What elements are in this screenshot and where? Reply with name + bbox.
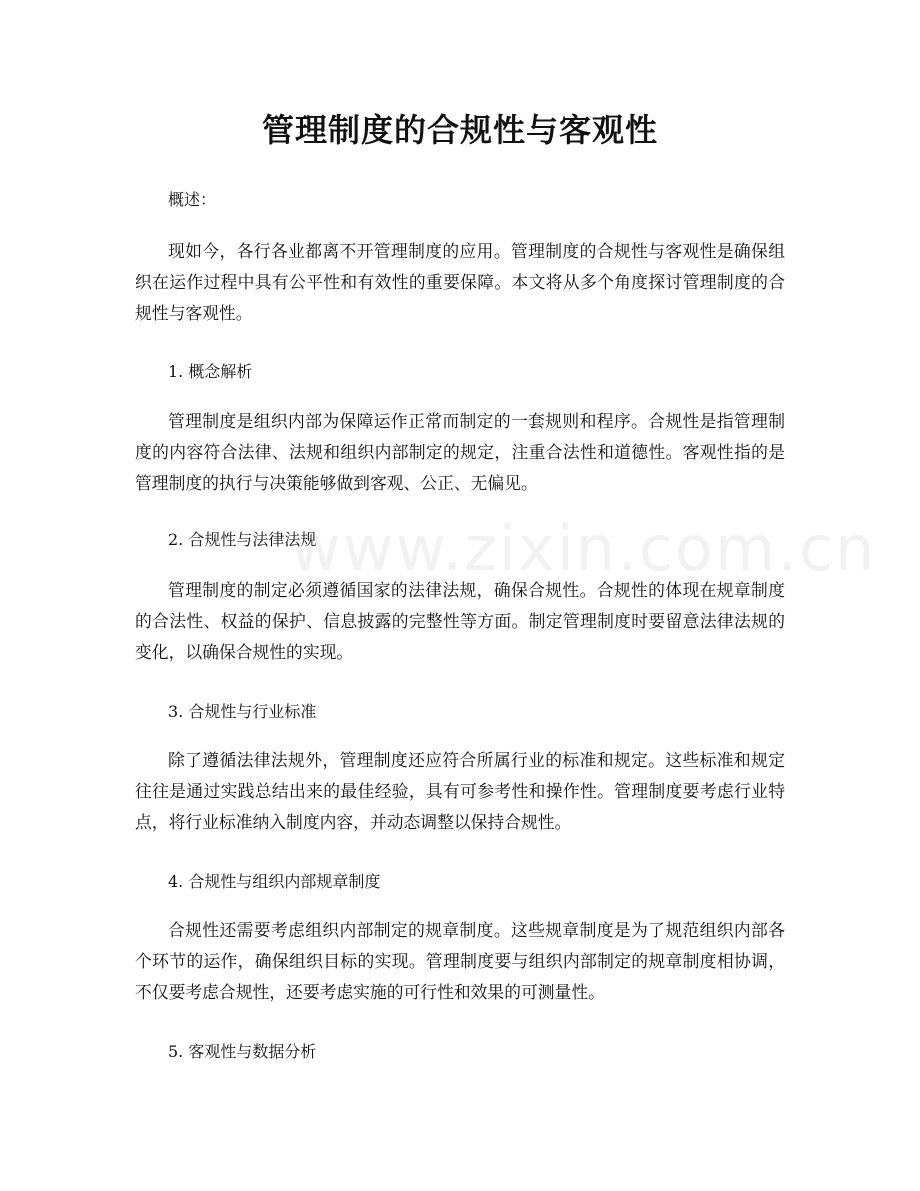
- page-title: 管理制度的合规性与客观性: [261, 111, 658, 149]
- section-heading-2: 2. 合规性与法律法规: [168, 530, 317, 549]
- section-heading-5: 5. 客观性与数据分析: [168, 1042, 317, 1061]
- intro-label: 概述：: [168, 190, 217, 209]
- watermark: www.zixin.com.cn: [290, 512, 877, 585]
- section-paragraph-3: 除了遵循法律法规外，管理制度还应符合所属行业的标准和规定。这些标准和规定往往是通过实践总结出来的最佳经验，具有可参考性和操作性。管理制度要考虑行业特点，将行业标准纳入制度内容，并动态调整以保持合规性。: [135, 750, 785, 832]
- section-paragraph-4: 合规性还需要考虑组织内部制定的规章制度。这些规章制度是为了规范组织内部各个环节的运作，确保组织目标的实现。管理制度要与组织内部制定的规章制度相协调，不仅要考虑合规性，还要考虑实施的可行性和效果的可测量性。: [135, 920, 785, 1002]
- section-heading-1: 1. 概念解析: [168, 362, 253, 381]
- section-heading-4: 4. 合规性与组织内部规章制度: [168, 872, 381, 891]
- intro-paragraph: 现如今，各行各业都离不开管理制度的应用。管理制度的合规性与客观性是确保组织在运作过程中具有公平性和有效性的重要保障。本文将从多个角度探讨管理制度的合规性与客观性。: [135, 241, 785, 323]
- section-paragraph-2: 管理制度的制定必须遵循国家的法律法规，确保合规性。合规性的体现在规章制度的合法性、权益的保护、信息披露的完整性等方面。制定管理制度时要留意法律法规的变化，以确保合规性的实现。: [135, 580, 785, 662]
- section-paragraph-1: 管理制度是组织内部为保障运作正常而制定的一套规则和程序。合规性是指管理制度的内容符合法律、法规和组织内部制定的规定，注重合法性和道德性。客观性指的是管理制度的执行与决策能够做到客观、公正、无偏见。: [135, 411, 785, 493]
- section-heading-3: 3. 合规性与行业标准: [168, 702, 317, 721]
